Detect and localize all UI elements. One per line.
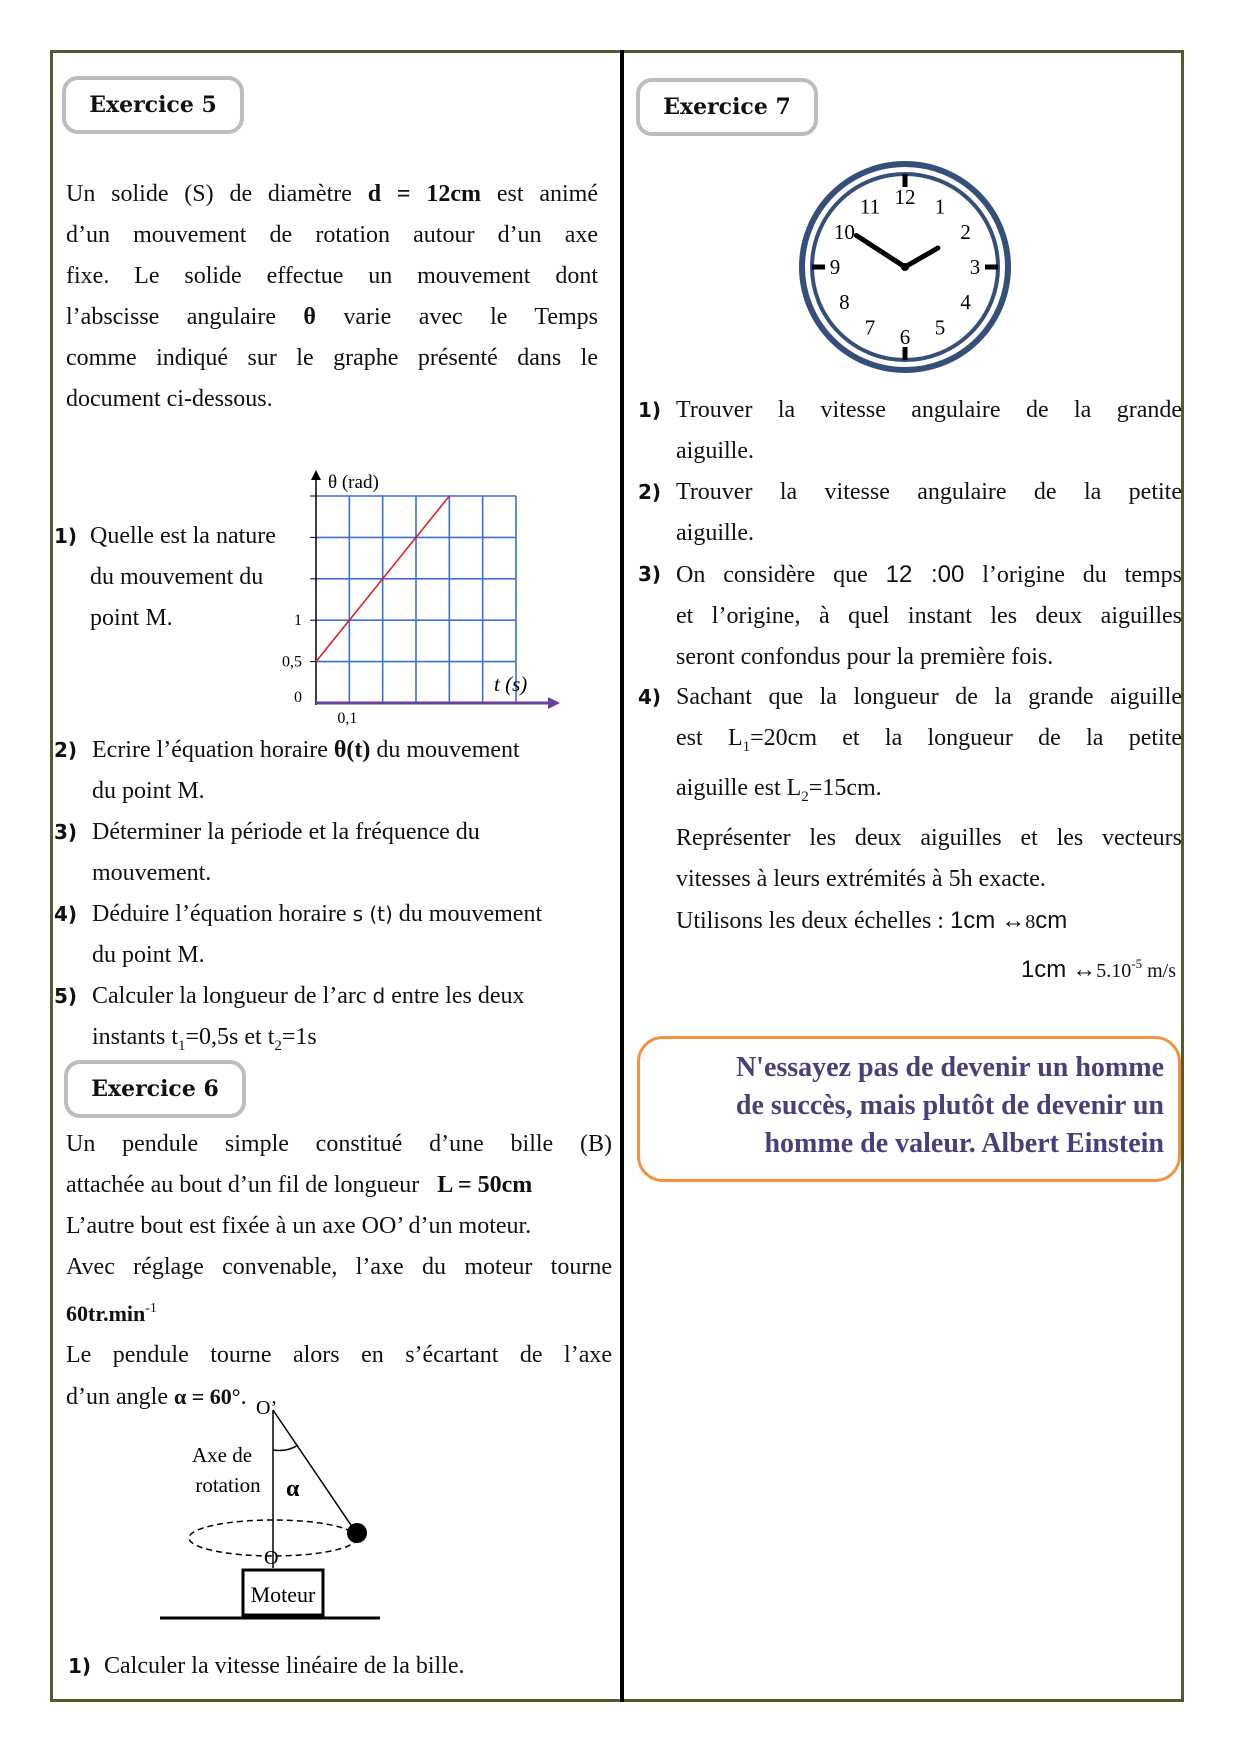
ex5-question-5: 5) Calculer la longueur de l’arc d entre les deux instants $t_1=0,5s$ et $t_2=1s$ <box>54 983 525 1054</box>
y-axis-arrow <box>311 470 321 480</box>
clock-number: 8 <box>839 290 850 314</box>
rotation-speed: 60tr.min <box>66 1301 146 1326</box>
einstein-quote: N'essayez pas de devenir un homme de succès, mais plutôt de devenir un homme de valeur. Albert Einstein <box>637 1036 1181 1182</box>
clock-number: 10 <box>833 220 855 244</box>
length-value: L = 50cm <box>437 1172 533 1198</box>
clock-number: 11 <box>859 194 881 219</box>
exercise-7-title: Exercice 7 <box>636 78 818 136</box>
ex7-question-4: 4) Sachant que la longueur de la grande aiguille est $L_1=20cm$ et la longueur de la petite aiguille est $L_2=15cm$. Représenter les deux aiguilles et les vecteurs vitesses à leurs extrémités à 5h exacte. Utilisons les deux échelles : 1cm ↔8cm 1cm $\leftrightarrow 5.10^{-5}$ m/s <box>638 684 1182 983</box>
clock-number: 6 <box>899 325 911 349</box>
minute-hand <box>905 248 938 267</box>
column-divider <box>620 50 624 1702</box>
hour-hand <box>856 235 905 267</box>
ex5-question-4: 4) Déduire l’équation horaire s (t) du mouvement du point M. <box>54 901 543 968</box>
y-tick-label: 0 <box>294 689 302 706</box>
ex7-question-2: 2) Trouver la vitesse angulaire de la petite aiguille. <box>638 479 1182 546</box>
label-o-prime: O’ <box>256 1397 278 1419</box>
ex5-question-3: 3) Déterminer la période et la fréquence du mouvement. <box>54 819 480 886</box>
clock-number: 5 <box>934 315 946 340</box>
diameter-value: d = 12cm <box>367 181 482 207</box>
y-tick-label: 0,5 <box>282 653 302 671</box>
axis-label-2: rotation <box>195 1473 261 1497</box>
x-axis-arrow <box>548 697 560 709</box>
ex7-question-1: 1) Trouver la vitesse angulaire de la grande aiguille. <box>638 397 1182 464</box>
alpha-label: α <box>286 1476 300 1502</box>
clock-number: 2 <box>960 220 971 244</box>
exercise-6-text: Un pendule simple constitué d’une bille (B) attachée au bout d’un fil de longueur L = 50cm L’autre bout est fixée à un axe OO’ d’un moteur. Avec réglage convenable, l’axe du moteur tourne $60tr.\min^{-1}$ Le pendule tourne alors en s’écartant de l’axe d’un angle α = 60°. <box>66 1131 612 1410</box>
x-tick-label: 0,1 <box>337 710 358 727</box>
clock-number: 1 <box>934 194 946 219</box>
exercise-6-title: Exercice 6 <box>64 1060 246 1118</box>
angle-value: α = 60° <box>173 1384 241 1409</box>
clock-number: 3 <box>969 255 981 279</box>
exercise-5-title: Exercice 5 <box>62 76 244 134</box>
y-tick-label: 1 <box>294 612 302 630</box>
clock-number: 9 <box>829 255 841 279</box>
motor-label: Moteur <box>250 1582 316 1607</box>
exercise-5-intro: Un solide (S) de diamètre d = 12cm est animé d’un mouvement de rotation autour d’un axe fixe. Le solide effectue un mouvement dont l’abscisse angulaire θ varie avec le Temps comme indiqué sur le graphe présenté dans le document ci-dessous. <box>66 181 599 412</box>
label-o: O <box>264 1547 279 1569</box>
time-origin: 12 :00 <box>885 561 965 588</box>
clock-center <box>901 263 909 271</box>
pendulum-figure <box>160 1396 400 1626</box>
angle-arc <box>273 1445 298 1450</box>
theta-time-chart <box>270 460 610 730</box>
axis-label-1: Axe de <box>191 1443 253 1467</box>
ex5-question-2: 2) Ecrire l’équation horaire θ(t) du mouvement du point M. <box>54 737 520 804</box>
x-axis-label: t (s) <box>494 672 528 696</box>
wall-clock <box>790 160 1020 374</box>
clock-number: 4 <box>960 290 971 314</box>
ex6-question-1: 1) Calculer la vitesse linéaire de la bille. <box>68 1653 465 1679</box>
pendulum-string <box>273 1410 355 1531</box>
clock-number: 7 <box>864 315 876 340</box>
y-axis-label: θ (rad) <box>328 472 379 493</box>
clock-number: 12 <box>894 185 916 209</box>
ex7-question-3: 3) On considère que 12 :00 l’origine du temps et l’origine, à quel instant les deux aiguilles seront confondus pour la première fois. <box>638 561 1182 670</box>
